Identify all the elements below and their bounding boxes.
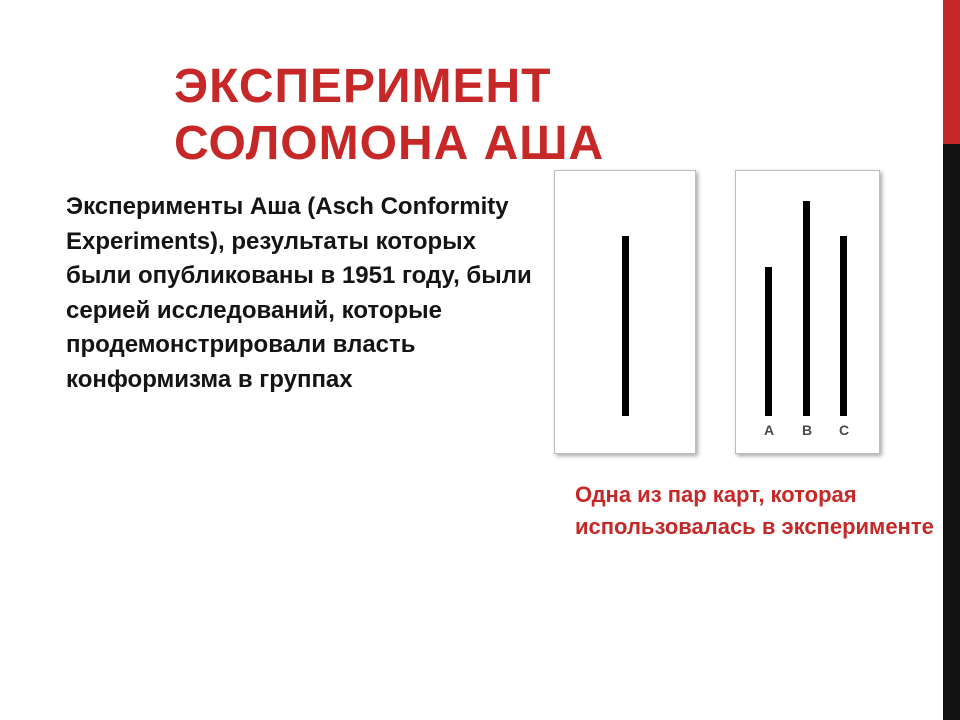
title-line-1: ЭКСПЕРИМЕНТ (174, 60, 552, 113)
slide-title (174, 58, 814, 172)
comparison-card (735, 170, 880, 454)
title-line-2: СОЛОМОНА АША (174, 117, 605, 170)
comparison-line-a (765, 267, 772, 416)
reference-line (622, 236, 629, 416)
body-text: Эксперименты Аша (Asch Conformity Experiments), результаты которых были опубликованы в 1951 году, были серией исследований, которые продемонстрировали власть конформизма в группах (66, 193, 532, 393)
line-label-c: C (838, 422, 850, 438)
reference-card (554, 170, 696, 454)
comparison-line-c (840, 236, 847, 416)
dark-edge-bar (943, 144, 960, 720)
line-label-b: B (801, 422, 813, 438)
comparison-line-b (803, 201, 810, 416)
line-label-a: A (763, 422, 775, 438)
figure-caption: Одна из пар карт, которая использовалась в эксперименте (575, 482, 934, 539)
accent-edge-bar (943, 0, 960, 144)
